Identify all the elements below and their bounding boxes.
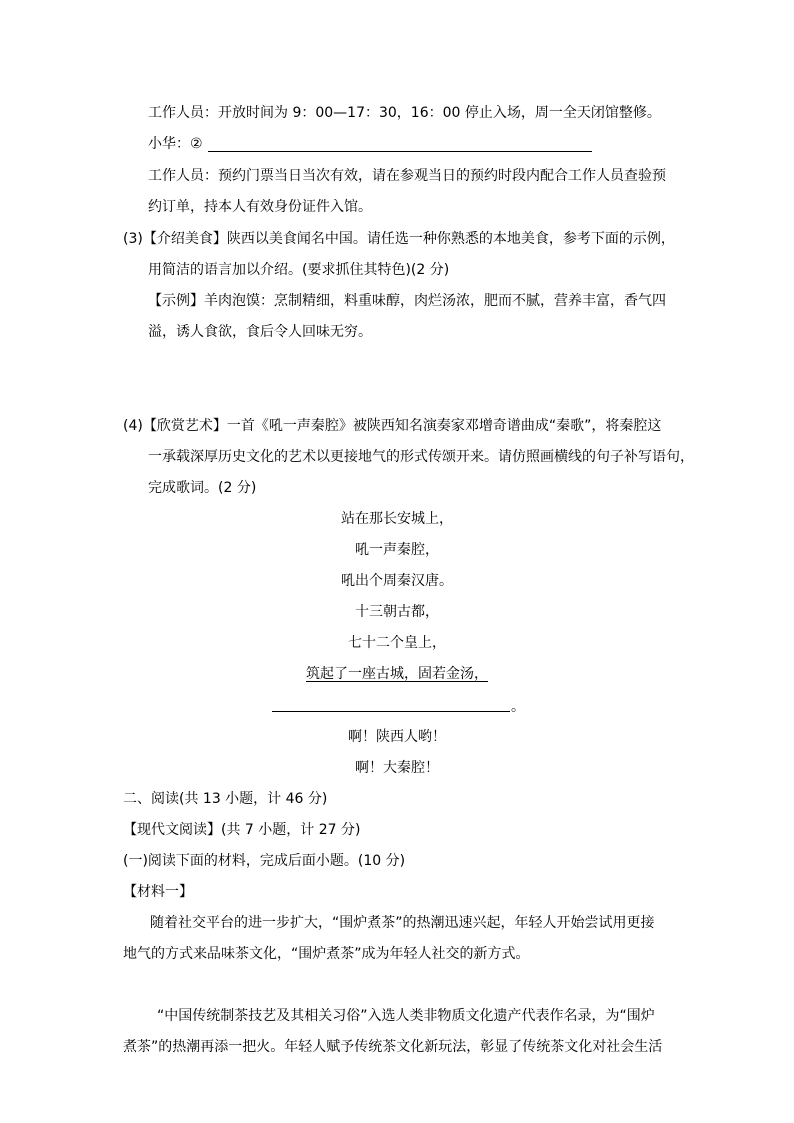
staff-line-ticket-2: 约订单，持本人有效身份证件入馆。 [148,199,372,215]
material-paragraph-2-line-1: “中国传统制茶技艺及其相关习俗”入选人类非物质文化遗产代表作名录，为“围炉 [157,1008,655,1024]
lyric-closing-2: 啊！大秦腔！ [355,760,439,776]
q4-prompt-3: 完成歌词。(2 分) [148,480,257,496]
q3-prompt-1: (3)【介绍美食】陕西以美食闻名中国。请任选一种你熟悉的本地美食，参考下面的示例， [123,231,675,247]
lyric-answer-blank [272,711,510,712]
xiaohua-line-prefix: 小华：② [148,136,203,152]
q4-prompt-2: 一承载深厚历史文化的艺术以更接地气的形式传颂开来。请仿照画横线的句子补写语句， [148,449,694,465]
section-title-reading: 二、阅读(共 13 小题，计 46 分) [123,791,328,807]
part1-instruction: (一)阅读下面的材料，完成后面小题。(10 分) [123,853,406,869]
q3-example-2: 溢，诱人食欲，食后令人回味无穷。 [148,324,372,340]
lyric-blank-period: 。 [511,699,525,715]
lyric-line: 十三朝古都， [355,604,439,620]
staff-line-ticket-1: 工作人员：预约门票当日当次有效，请在参观当日的预约时段内配合工作人员查验预 [148,168,666,184]
answer-blank-2 [208,151,592,152]
lyric-closing-1: 啊！陕西人哟！ [348,729,446,745]
material-paragraph-1-line-2: 地气的方式来品味茶文化，“围炉煮茶”成为年轻人社交的新方式。 [123,946,530,962]
q3-example-1: 【示例】羊肉泡馍：烹制精细，料重味醇，肉烂汤浓，肥而不腻，营养丰富，香气四 [148,293,666,309]
lyric-line: 吼出个周秦汉唐。 [341,573,453,589]
lyric-line: 七十二个皇上， [348,635,446,651]
lyric-underlined-line: 筑起了一座古城，固若金汤， [306,666,488,682]
material-label: 【材料一】 [123,884,193,900]
q3-prompt-2: 用简洁的语言加以介绍。(要求抓住其特色)(2 分) [148,262,450,278]
lyric-line: 吼一声秦腔， [355,542,439,558]
q4-prompt-1: (4)【欣赏艺术】一首《吼一声秦腔》被陕西知名演奏家邓增奇谱曲成“秦歌”，将秦腔这 [123,418,662,434]
material-paragraph-1-line-1: 随着社交平台的进一步扩大，“围炉煮茶”的热潮迅速兴起，年轻人开始尝试用更接 [150,915,655,931]
staff-line-hours: 工作人员：开放时间为 9：00—17：30，16：00 停止入场，周一全天闭馆整修。 [148,105,661,121]
material-paragraph-2-line-2: 煮茶”的热潮再添一把火。年轻人赋予传统茶文化新玩法，彰显了传统茶文化对社会生活 [123,1039,663,1055]
subsection-modern-reading: 【现代文阅读】(共 7 小题，计 27 分) [123,822,361,838]
lyric-line: 站在那长安城上， [341,511,453,527]
